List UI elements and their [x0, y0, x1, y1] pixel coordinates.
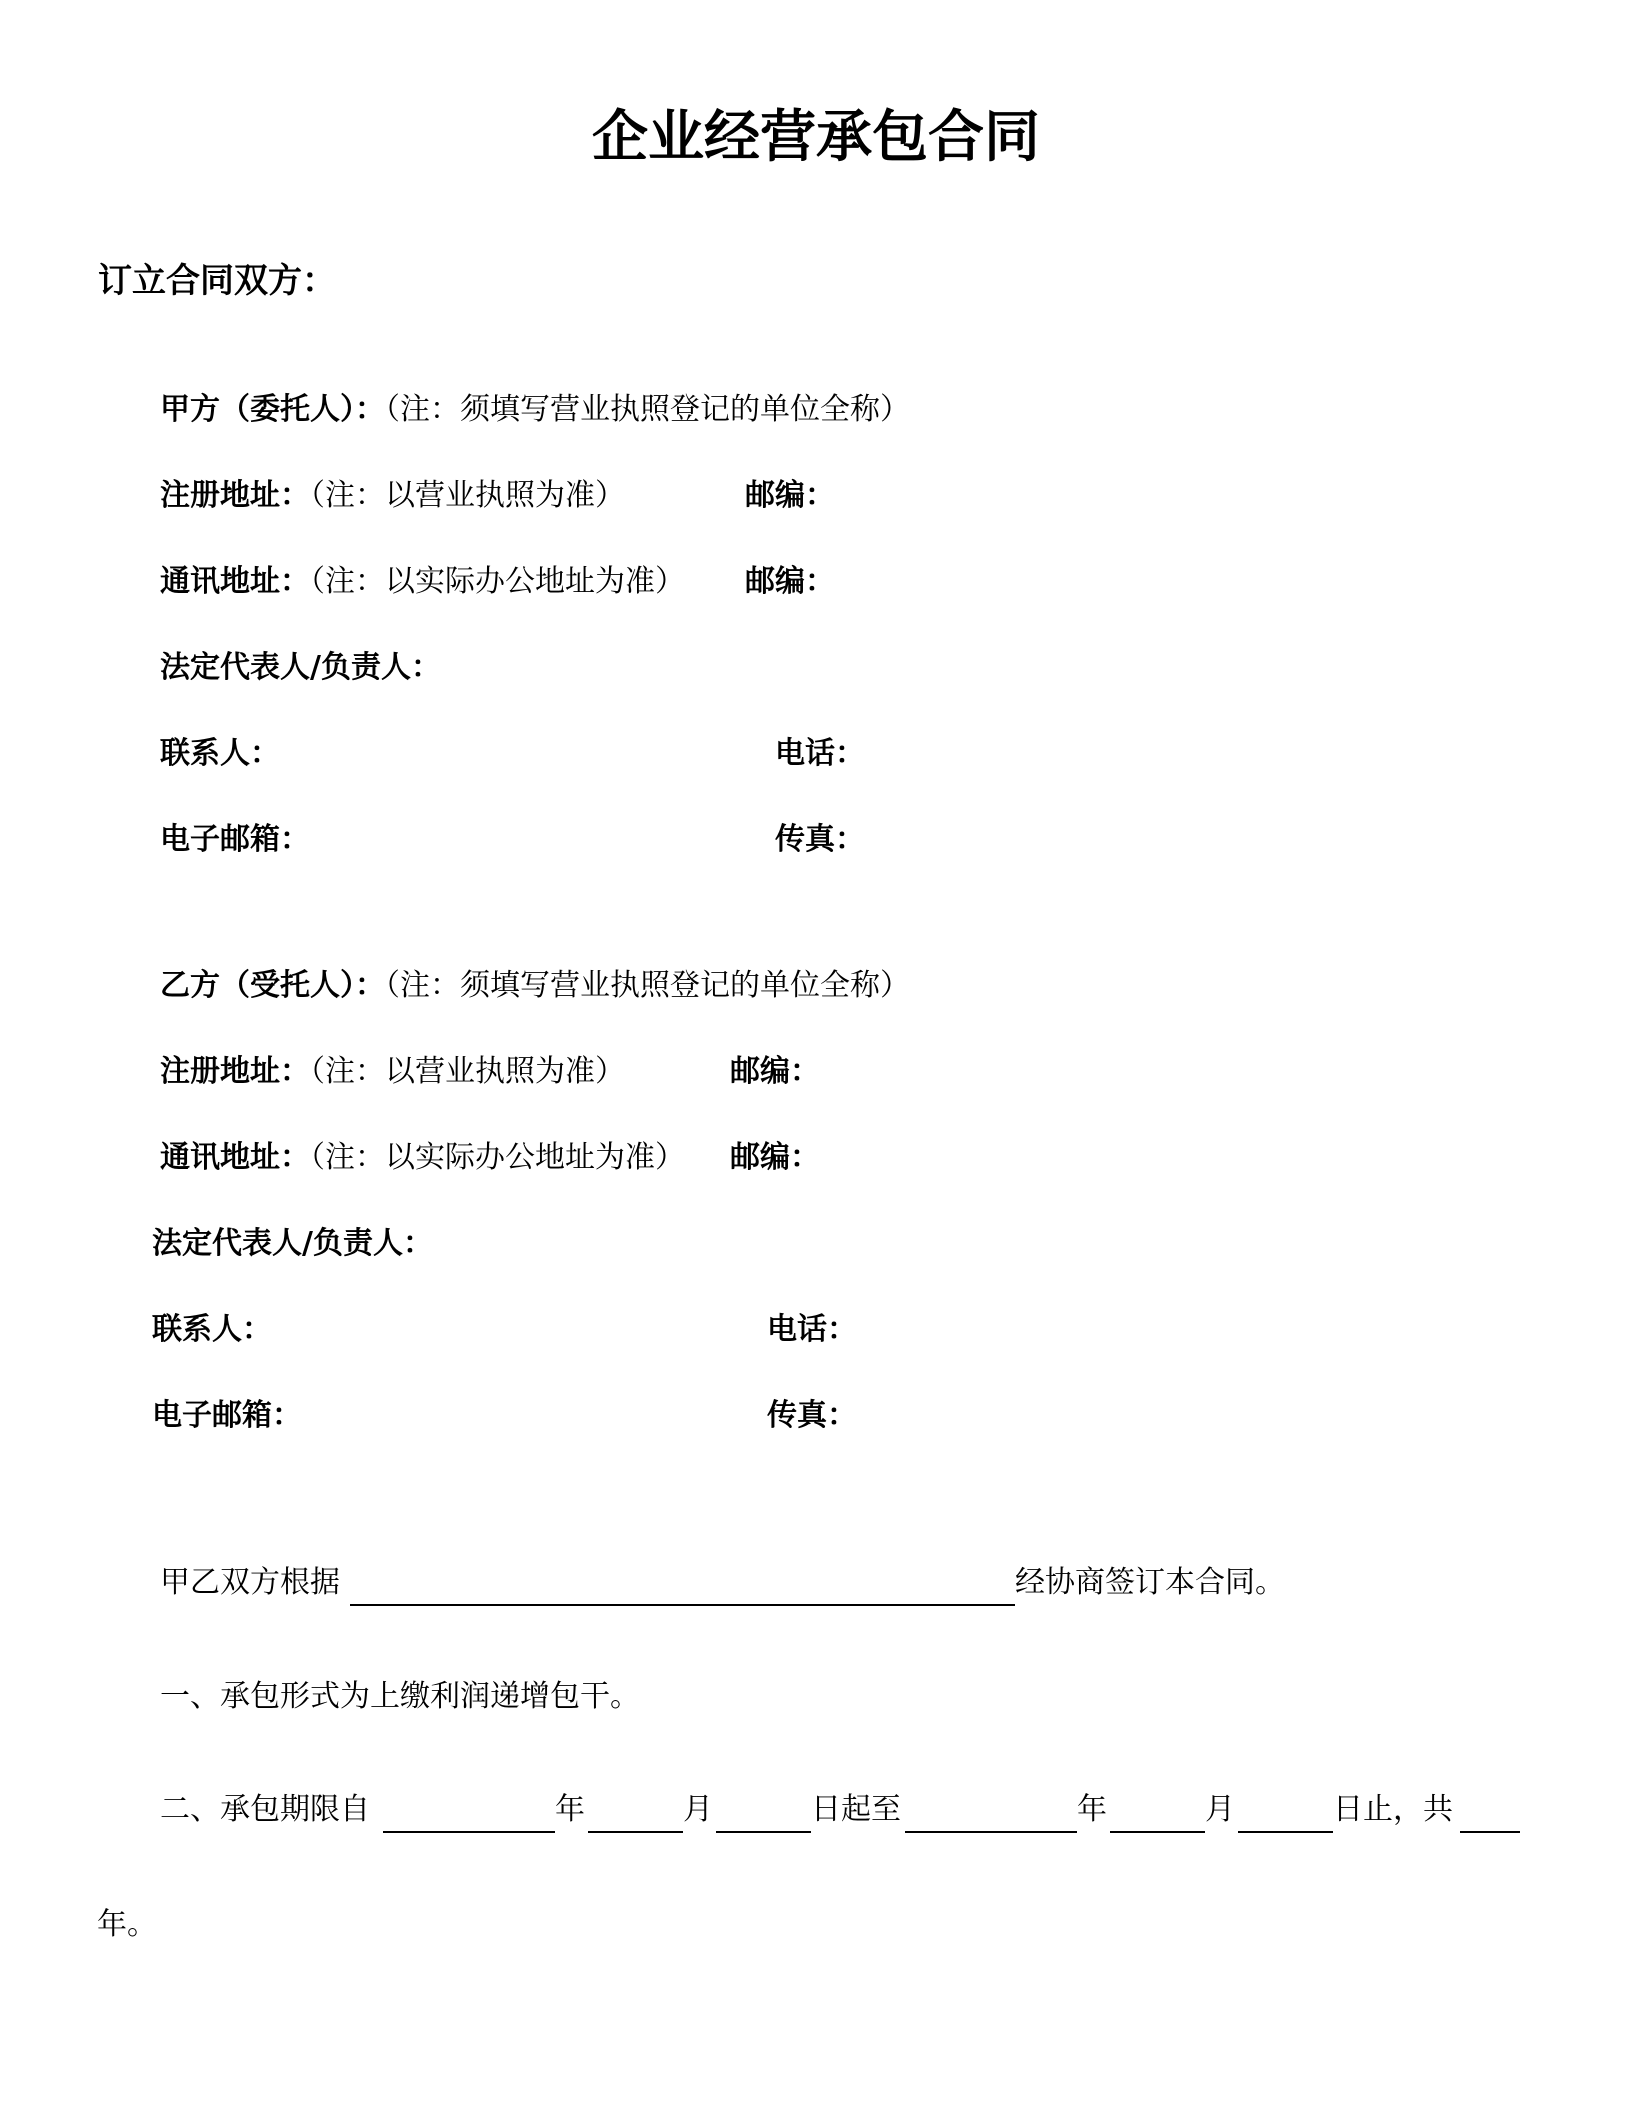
party-b-reg-note: （注：以营业执照为准） [310, 1054, 625, 1089]
end-day-blank[interactable] [1238, 1831, 1333, 1833]
end-month-blank[interactable] [1110, 1831, 1205, 1833]
party-a-mail-postcode: 邮编： [745, 564, 835, 599]
party-a-reg-postcode: 邮编： [745, 478, 835, 513]
party-b-legal-rep: 法定代表人/负责人： [152, 1226, 433, 1261]
party-a-email: 电子邮箱： [160, 822, 310, 857]
party-b-fax: 传真： [767, 1398, 857, 1433]
basis-suffix: 经协商签订本合同。 [1015, 1565, 1285, 1600]
party-a-phone: 电话： [775, 736, 865, 771]
party-b-mail-address [160, 1140, 685, 1175]
party-b-mail-postcode: 邮编： [730, 1140, 820, 1175]
party-b-label: 乙方（受托人）： [160, 968, 385, 1003]
party-b-phone: 电话： [767, 1312, 857, 1347]
party-b-email: 电子邮箱： [152, 1398, 302, 1433]
party-a-reg-address [160, 478, 625, 513]
party-b-contact: 联系人： [152, 1312, 272, 1347]
party-b-note: （注：须填写营业执照登记的单位全称） [385, 968, 910, 1003]
party-b-reg-label: 注册地址： [160, 1054, 310, 1089]
start-year-label: 年 [555, 1792, 585, 1827]
party-a-contact: 联系人： [160, 736, 280, 771]
end-year-blank[interactable] [905, 1831, 1077, 1833]
party-a-line [160, 392, 910, 427]
party-a-label: 甲方（委托人）： [160, 392, 385, 427]
party-a-fax: 传真： [775, 822, 865, 857]
clause-2-prefix: 二、承包期限自 [160, 1792, 370, 1827]
end-month-label: 月 [1205, 1792, 1235, 1827]
end-year-label: 年 [1077, 1792, 1107, 1827]
clause-1: 一、承包形式为上缴利润递增包干。 [160, 1679, 640, 1714]
basis-prefix: 甲乙双方根据 [160, 1565, 340, 1600]
total-years-blank[interactable] [1460, 1831, 1520, 1833]
party-b-mail-note: （注：以实际办公地址为准） [310, 1140, 685, 1175]
party-a-mail-address [160, 564, 685, 599]
parties-heading: 订立合同双方： [98, 261, 336, 301]
party-b-line [160, 968, 910, 1003]
clause-2-tail: 年。 [97, 1907, 157, 1942]
page-title: 企业经营承包合同 [592, 105, 1040, 170]
party-a-legal-rep: 法定代表人/负责人： [160, 650, 441, 685]
start-day-label: 日起至 [811, 1792, 901, 1827]
end-day-label: 日止，共 [1333, 1792, 1453, 1827]
party-a-mail-label: 通讯地址： [160, 564, 310, 599]
party-a-reg-label: 注册地址： [160, 478, 310, 513]
basis-blank[interactable] [350, 1604, 1015, 1606]
start-month-label: 月 [683, 1792, 713, 1827]
party-b-mail-label: 通讯地址： [160, 1140, 310, 1175]
start-day-blank[interactable] [716, 1831, 811, 1833]
party-a-note: （注：须填写营业执照登记的单位全称） [385, 392, 910, 427]
party-b-reg-address [160, 1054, 625, 1089]
party-b-reg-postcode: 邮编： [730, 1054, 820, 1089]
party-a-mail-note: （注：以实际办公地址为准） [310, 564, 685, 599]
start-year-blank[interactable] [383, 1831, 555, 1833]
start-month-blank[interactable] [588, 1831, 683, 1833]
party-a-reg-note: （注：以营业执照为准） [310, 478, 625, 513]
